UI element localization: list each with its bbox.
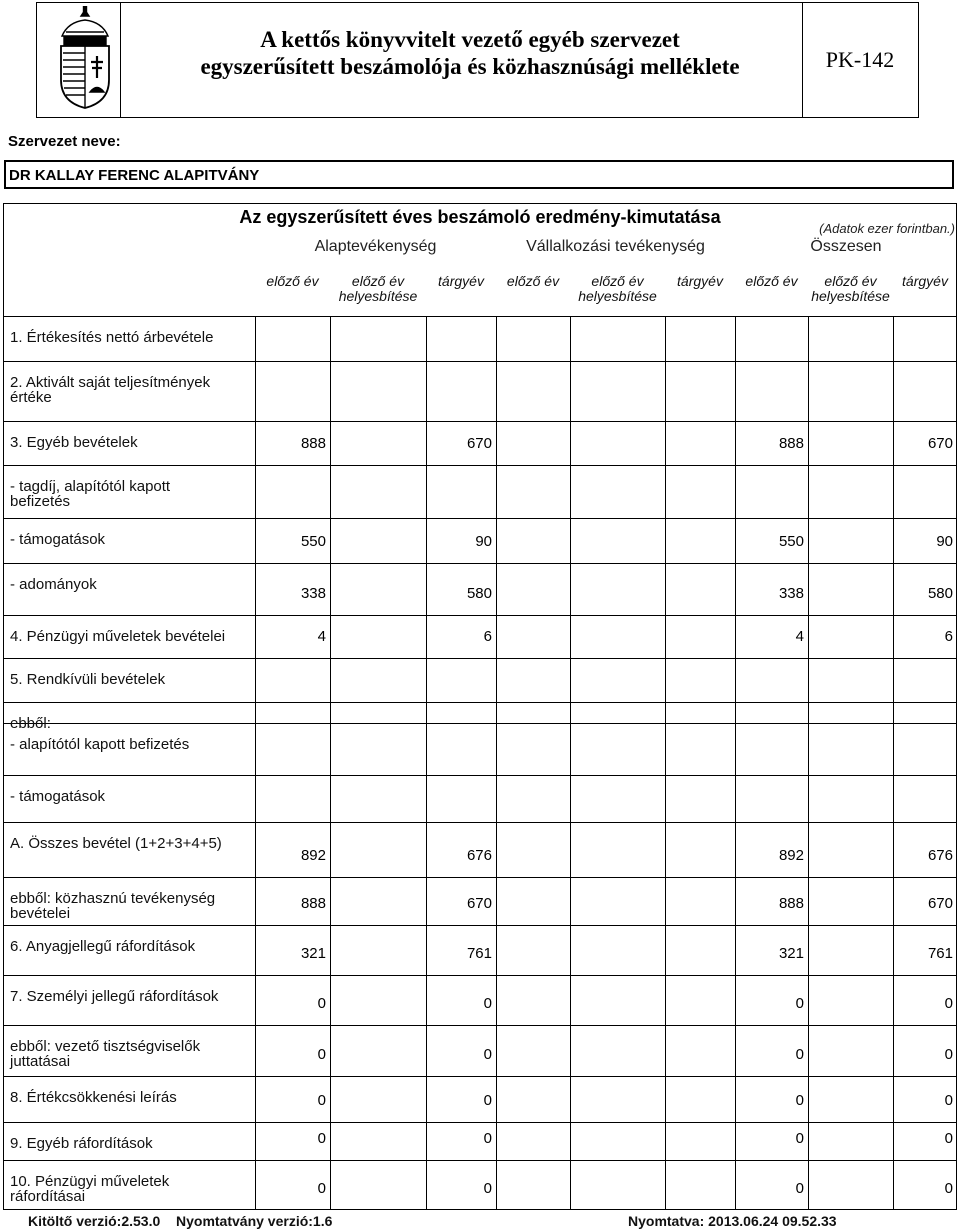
cell-r19-c9[interactable]: 0 <box>944 1180 953 1197</box>
cell-r12-c3[interactable]: 676 <box>466 847 492 864</box>
row-label-8: 5. Rendkívüli bevételek <box>10 671 166 688</box>
cell-r13-c7[interactable]: 888 <box>778 895 804 912</box>
cell-r13-c3[interactable]: 670 <box>466 895 492 912</box>
org-name-label: Szervezet neve: <box>8 133 121 150</box>
filler-version: Kitöltő verzió:2.53.0 <box>28 1213 161 1229</box>
cell-r18-c3[interactable]: 0 <box>483 1130 492 1147</box>
column-header-1: előző év <box>266 273 319 289</box>
cell-r18-c7[interactable]: 0 <box>795 1130 804 1147</box>
print-timestamp: Nyomtatva: 2013.06.24 09.52.33 <box>628 1213 837 1229</box>
column-header-7: előző év <box>745 273 798 289</box>
cell-r13-c1[interactable]: 888 <box>300 895 326 912</box>
cell-r3-c7[interactable]: 888 <box>778 435 804 452</box>
cell-r17-c9[interactable]: 0 <box>944 1092 953 1109</box>
group-header-1: Alaptevékenység <box>314 238 437 255</box>
cell-r3-c1[interactable]: 888 <box>300 435 326 452</box>
row-label-4: - tagdíj, alapítótól kapott befizetés <box>10 478 171 510</box>
row-label-11: - támogatások <box>10 788 106 805</box>
row-label-17: 8. Értékcsökkenési leírás <box>10 1089 177 1106</box>
cell-r19-c1[interactable]: 0 <box>317 1180 326 1197</box>
row-label-7: 4. Pénzügyi műveletek bevételei <box>10 628 226 645</box>
row-label-3: 3. Egyéb bevételek <box>10 434 138 451</box>
form-title <box>120 26 820 80</box>
cell-r15-c3[interactable]: 0 <box>483 995 492 1012</box>
group-header-2: Vállalkozási tevékenység <box>526 238 705 255</box>
row-label-18: 9. Egyéb ráfordítások <box>10 1135 153 1152</box>
cell-r17-c1[interactable]: 0 <box>317 1092 326 1109</box>
form-title-line-2: egyszerűsített beszámolója és közhasznúsági melléklete <box>200 54 740 79</box>
row-label-15: 7. Személyi jellegű ráfordítások <box>10 988 219 1005</box>
cell-r16-c3[interactable]: 0 <box>483 1046 492 1063</box>
cell-r17-c3[interactable]: 0 <box>483 1092 492 1109</box>
column-header-3: tárgyév <box>438 273 484 289</box>
form-version: Nyomtatvány verzió:1.6 <box>176 1213 333 1229</box>
cell-r18-c9[interactable]: 0 <box>944 1130 953 1147</box>
statement-title: Az egyszerűsített éves beszámoló eredmény-kimutatása <box>239 207 721 227</box>
cell-r12-c9[interactable]: 676 <box>927 847 953 864</box>
column-header-6: tárgyév <box>677 273 723 289</box>
form-title-line-1: A kettős könyvvitelt vezető egyéb szervezet <box>260 27 680 52</box>
cell-r3-c9[interactable]: 670 <box>927 435 953 452</box>
cell-r5-c3[interactable]: 90 <box>475 533 492 550</box>
cell-r7-c7[interactable]: 4 <box>795 628 804 645</box>
cell-r16-c9[interactable]: 0 <box>944 1046 953 1063</box>
cell-r13-c9[interactable]: 670 <box>927 895 953 912</box>
row-label-2: 2. Aktivált saját teljesítmények értéke <box>10 374 211 406</box>
row-label-10: - alapítótól kapott befizetés <box>10 736 190 753</box>
cell-r16-c1[interactable]: 0 <box>317 1046 326 1063</box>
cell-r12-c1[interactable]: 892 <box>300 847 326 864</box>
cell-r15-c9[interactable]: 0 <box>944 995 953 1012</box>
cell-r17-c7[interactable]: 0 <box>795 1092 804 1109</box>
row-label-6: - adományok <box>10 576 97 593</box>
cell-r6-c9[interactable]: 580 <box>927 585 953 602</box>
cell-r7-c1[interactable]: 4 <box>317 628 326 645</box>
cell-r6-c7[interactable]: 338 <box>778 585 804 602</box>
row-label-19: 10. Pénzügyi műveletek ráfordításai <box>10 1173 170 1205</box>
cell-r6-c1[interactable]: 338 <box>300 585 326 602</box>
row-label-9: ebből: <box>10 715 51 732</box>
cell-r6-c3[interactable]: 580 <box>466 585 492 602</box>
row-label-5: - támogatások <box>10 531 106 548</box>
cell-r15-c7[interactable]: 0 <box>795 995 804 1012</box>
column-header-5: előző év helyesbítése <box>578 273 657 304</box>
cell-r7-c9[interactable]: 6 <box>944 628 953 645</box>
row-label-16: ebből: vezető tisztségviselők juttatásai <box>10 1038 201 1070</box>
cell-r5-c7[interactable]: 550 <box>778 533 804 550</box>
column-header-9: tárgyév <box>902 273 948 289</box>
cell-r14-c1[interactable]: 321 <box>300 945 326 962</box>
cell-r12-c7[interactable]: 892 <box>778 847 804 864</box>
row-label-14: 6. Anyagjellegű ráfordítások <box>10 938 196 955</box>
cell-r14-c7[interactable]: 321 <box>778 945 804 962</box>
cell-r7-c3[interactable]: 6 <box>483 628 492 645</box>
cell-r5-c1[interactable]: 550 <box>300 533 326 550</box>
row-label-13: ebből: közhasznú tevékenység bevételei <box>10 890 216 922</box>
org-name-value: DR KALLAY FERENC ALAPITVÁNY <box>9 167 260 184</box>
cell-r18-c1[interactable]: 0 <box>317 1130 326 1147</box>
cell-r15-c1[interactable]: 0 <box>317 995 326 1012</box>
column-header-4: előző év <box>506 273 560 289</box>
column-header-2: előző év helyesbítése <box>338 273 418 304</box>
cell-r16-c7[interactable]: 0 <box>795 1046 804 1063</box>
row-label-12: A. Összes bevétel (1+2+3+4+5) <box>10 835 222 852</box>
cell-r5-c9[interactable]: 90 <box>936 533 953 550</box>
cell-r3-c3[interactable]: 670 <box>466 435 492 452</box>
row-label-1: 1. Értékesítés nettó árbevétele <box>10 329 214 346</box>
unit-note: (Adatok ezer forintban.) <box>819 221 955 236</box>
column-header-8: előző év helyesbítése <box>811 273 890 304</box>
form-code: PK-142 <box>825 47 895 72</box>
cell-r19-c3[interactable]: 0 <box>483 1180 492 1197</box>
coat-of-arms-icon <box>52 6 118 110</box>
cell-r19-c7[interactable]: 0 <box>795 1180 804 1197</box>
group-header-3: Összesen <box>810 238 882 255</box>
cell-r14-c3[interactable]: 761 <box>466 945 492 962</box>
cell-r14-c9[interactable]: 761 <box>927 945 953 962</box>
